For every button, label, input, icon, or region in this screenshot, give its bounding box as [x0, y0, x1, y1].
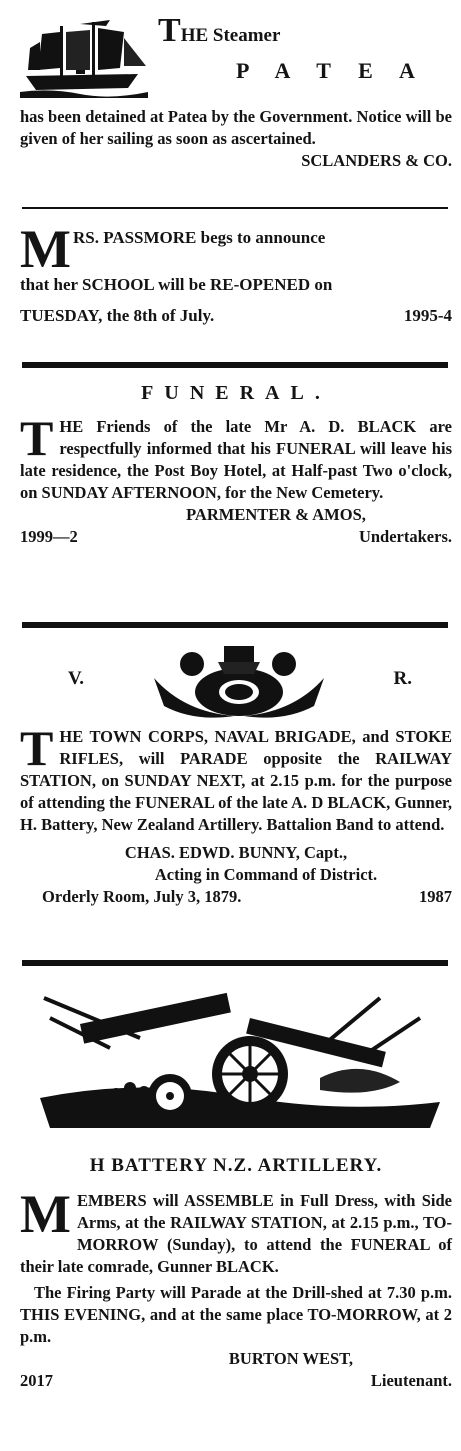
parade-signature: CHAS. EDWD. BUNNY, Capt., — [124, 843, 348, 862]
funeral-notice — [20, 378, 452, 548]
funeral-signature: PARMENTER & AMOS, — [186, 505, 366, 524]
school-initial: M — [20, 219, 71, 279]
column-rule-thick — [22, 622, 448, 628]
battery-number: 2017 — [20, 1371, 53, 1390]
school-date: TUESDAY, the 8th of July. — [20, 306, 215, 325]
parade-date: Orderly Room, July 3, 1879. — [42, 887, 242, 906]
royal-crest-icon — [134, 642, 344, 722]
battery-notice — [20, 978, 452, 1392]
parade-command: Acting in Command of District. — [154, 865, 378, 884]
steamer-signature: SCLANDERS & CO. — [301, 151, 452, 170]
funeral-body: THE Friends of the late Mr A. D. BLACK are respectfully informed that his FUNERAL will leave his late residence, the Post Boy Hotel, at Half-past Two o'clock, on SUNDAY AFTERNOON, for the New Cemetery. — [20, 410, 452, 502]
battery-initial: M — [20, 1184, 71, 1244]
battery-footer — [20, 1370, 452, 1392]
battery-heading: H BATTERY N.Z. ARTILLERY. — [89, 1155, 383, 1176]
parade-number: 1987 — [419, 887, 452, 906]
parade-notice — [20, 640, 452, 908]
parade-body: THE TOWN CORPS, NAVAL BRIGADE, and STOKE RIFLES, will PARADE opposite the RAILWAY STATION, on SUNDAY NEXT, at 2.15 p.m. for the purpose of attending the FUNERAL of the late A. D BLACK, Gunner, H. Battery, New Zealand Artillery. Battalion Band to attend. — [20, 720, 452, 834]
ship-illustration — [20, 18, 150, 102]
school-number: 1995-4 — [403, 306, 452, 325]
artillery-illustration — [20, 978, 452, 1148]
school-line1: RS. PASSMORE begs to announce — [72, 228, 326, 247]
battery-body-2: The Firing Party will Parade at the Drill-shed at 7.30 p.m. THIS EVENING, and at the same place TO-MORROW, at 2 p.m. — [20, 1283, 452, 1346]
column-rule-thick — [22, 362, 448, 368]
battery-role: Lieutenant. — [370, 1371, 452, 1390]
steamer-body: has been detained at Patea by the Government. Notice will be given of her sailing as soon as ascertained. — [20, 107, 452, 148]
steamer-notice — [20, 12, 452, 172]
funeral-footer — [20, 526, 452, 548]
column-rule-thick — [22, 960, 448, 966]
column-rule — [22, 207, 448, 209]
funeral-initial: T — [20, 410, 54, 466]
school-line2: that her SCHOOL will be RE-OPENED on — [20, 275, 333, 294]
battery-body: MEMBERS will ASSEMBLE in Full Dress, with Side Arms, at the RAILWAY STATION, at 2.15 p.m., TO-MORROW (Sunday), to attend the FUNERAL of their late comrade, Gunner BLACK. — [20, 1184, 452, 1276]
parade-footer — [20, 886, 452, 908]
funeral-heading: FUNERAL. — [141, 382, 331, 404]
crest-right-letter: R. — [393, 668, 412, 689]
funeral-number: 1999—2 — [20, 527, 78, 546]
steamer-title: THE Steamer — [158, 12, 281, 49]
school-notice — [20, 219, 452, 334]
ship-name: P A T E A — [236, 58, 426, 83]
crest-left-letter: V. — [68, 668, 85, 689]
funeral-role: Undertakers. — [358, 527, 452, 546]
parade-initial: T — [20, 720, 54, 776]
school-date-row — [20, 298, 452, 334]
battery-signature: BURTON WEST, — [228, 1349, 354, 1368]
